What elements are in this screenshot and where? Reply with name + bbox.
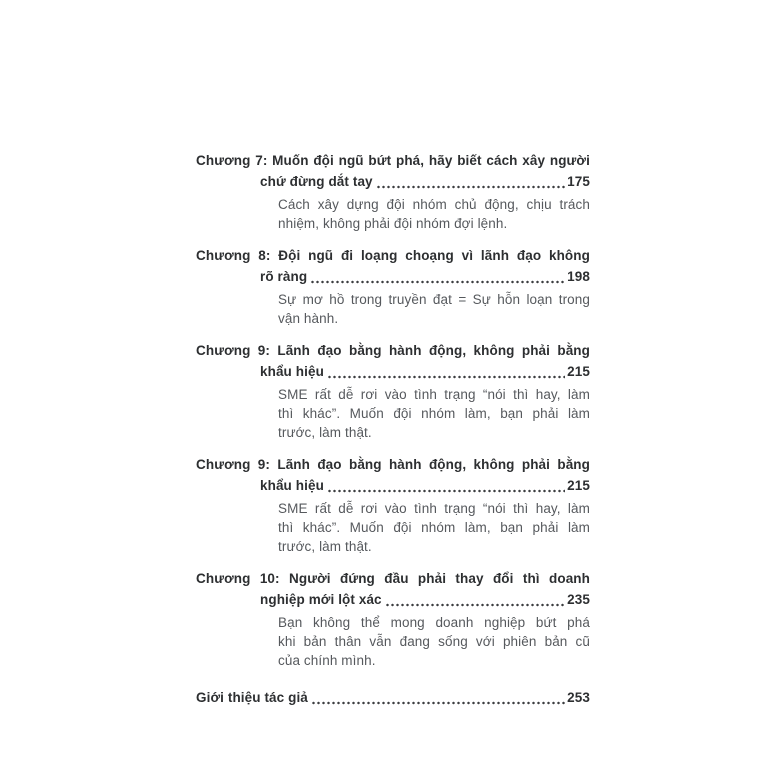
toc-entries [196,150,590,670]
chapter-heading-line2 [260,475,590,496]
chapter-description [278,195,590,233]
chapter-heading-line2 [260,589,590,610]
page-number: 175 [567,174,590,189]
toc-entry [196,568,590,670]
chapter-label: Chương 9: [196,457,271,472]
description-line: trước, làm thật. [278,539,372,554]
description-line: vận hành. [278,311,339,326]
chapter-title: Người đứng đầu phải thay đổi thì doanh [279,571,591,586]
description-line: nhiệm, không phải đội nhóm đợi lệnh. [278,216,508,231]
chapter-heading-line1 [196,568,590,589]
chapter-heading-line2 [260,361,590,382]
description-line: SME rất dễ rơi vào tình trạng “nói thì hay, làm [278,387,590,402]
description-line: thì khác”. Muốn đội nhóm làm, bạn phải làm [278,520,590,535]
chapter-title-continuation: chứ đừng dắt tay [260,174,373,189]
chapter-description [278,290,590,328]
page-number: 215 [567,478,590,493]
chapter-heading-line2 [260,171,590,192]
footer-label: Giới thiệu tác giả [196,690,308,705]
chapter-title-continuation: khẩu hiệu [260,478,324,493]
description-line: thì khác”. Muốn đội nhóm làm, bạn phải làm [278,406,590,421]
chapter-heading-line1 [196,340,590,361]
chapter-heading-line2 [260,266,590,287]
description-line: Bạn không thể mong doanh nghiệp bứt phá [278,615,590,630]
dot-leader [311,691,565,705]
table-of-contents [196,150,590,708]
page-number: 215 [567,364,590,379]
chapter-description [278,499,590,556]
description-line: trước, làm thật. [278,425,372,440]
chapter-label: Chương 8: [196,248,271,263]
toc-entry [196,245,590,328]
dot-leader [376,175,566,189]
chapter-label: Chương 9: [196,343,271,358]
dot-leader [327,479,565,493]
chapter-title: Muốn đội ngũ bứt phá, hãy biết cách xây người [267,153,590,168]
chapter-description [278,613,590,670]
chapter-title: Lãnh đạo bằng hành động, không phải bằng [270,343,590,358]
toc-entry [196,454,590,556]
chapter-label: Chương 10: [196,571,280,586]
description-line: của chính mình. [278,653,376,668]
toc-footer-row [196,687,590,708]
chapter-label: Chương 7: [196,153,268,168]
description-line: Cách xây dựng đội nhóm chủ động, chịu trách [278,197,590,212]
toc-entry [196,150,590,233]
page-number: 198 [567,269,590,284]
chapter-heading-line1 [196,150,590,171]
dot-leader [327,365,565,379]
chapter-title: Lãnh đạo bằng hành động, không phải bằng [270,457,590,472]
page-number: 235 [567,592,590,607]
chapter-title: Đội ngũ đi loạng choạng vì lãnh đạo không [270,248,590,263]
dot-leader [310,270,565,284]
chapter-heading-line1 [196,454,590,475]
page-number: 253 [567,690,590,705]
chapter-title-continuation: khẩu hiệu [260,364,324,379]
chapter-description [278,385,590,442]
description-line: khi bản thân vẫn đang sống với phiên bản cũ [278,634,590,649]
chapter-heading-line1 [196,245,590,266]
description-line: Sự mơ hồ trong truyền đạt = Sự hỗn loạn trong [278,292,590,307]
chapter-title-continuation: rõ ràng [260,269,308,284]
dot-leader [385,593,566,607]
description-line: SME rất dễ rơi vào tình trạng “nói thì hay, làm [278,501,590,516]
toc-entry [196,340,590,442]
chapter-title-continuation: nghiệp mới lột xác [260,592,382,607]
